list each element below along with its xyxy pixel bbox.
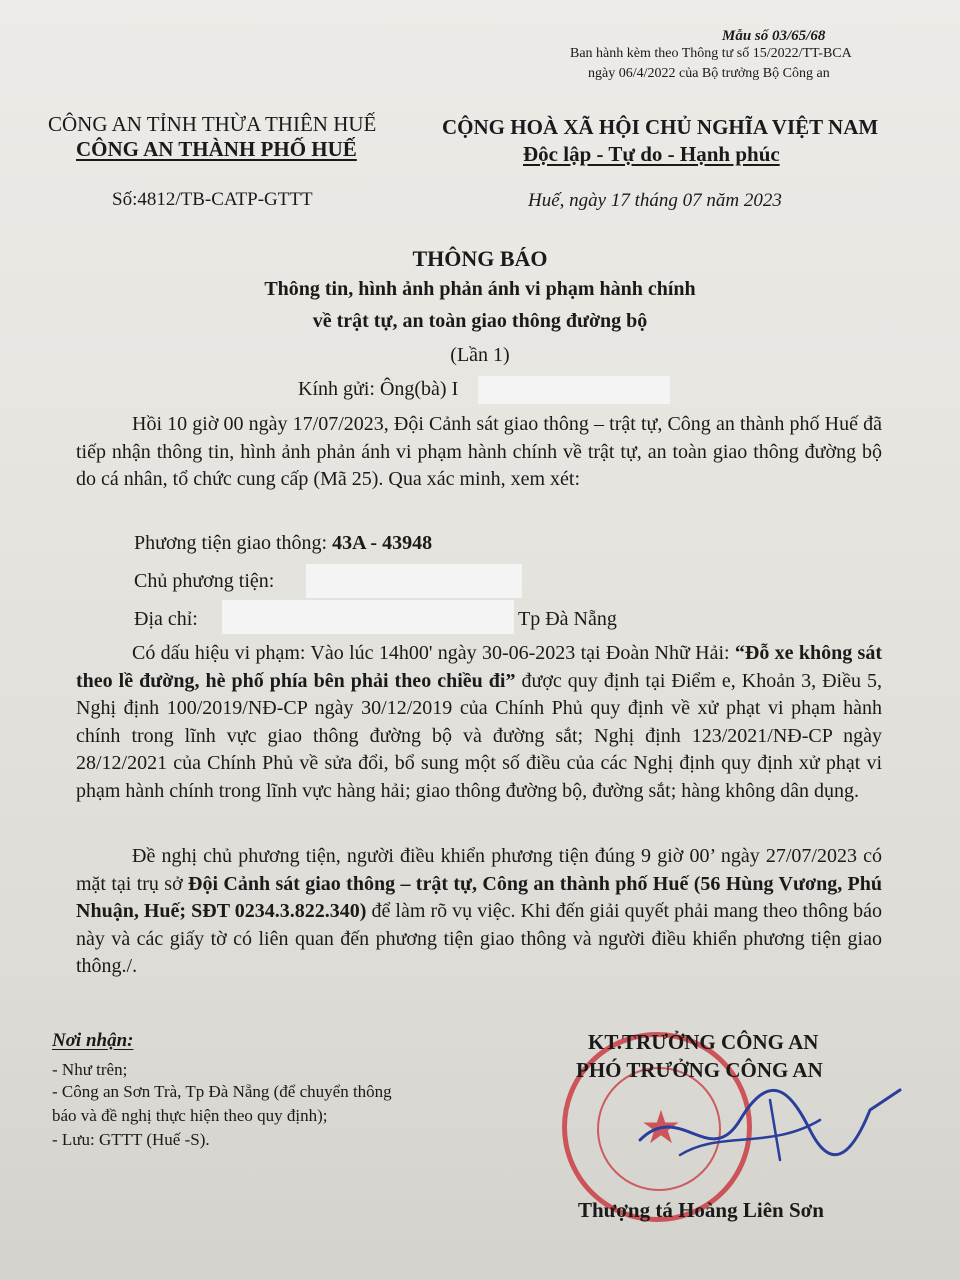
address-city: Tp Đà Nẵng: [518, 608, 617, 630]
redaction-address: [222, 600, 514, 634]
star-icon: ★: [640, 1102, 682, 1153]
owner-label: Chủ phương tiện:: [134, 570, 275, 592]
form-issued-date: ngày 06/4/2022 của Bộ trưởng Bộ Công an: [588, 66, 830, 81]
date-line: Huế, ngày 17 tháng 07 năm 2023: [528, 190, 782, 211]
redaction-owner-name: [306, 564, 522, 598]
request-paragraph: Đề nghị chủ phương tiện, người điều khiển phương tiện đúng 9 giờ 00’ ngày 27/07/2023 có mặt tại trụ sở Đội Cảnh sát giao thông – trật tự, Công an thành phố Huế (56 Hùng Vương, Phú Nhuận, Huế; SĐT 0234.3.822.340) để làm rõ vụ việc. Khi đến giải quyết phải mang theo thông báo này và các giấy tờ có liên quan đến phương tiện giao thông và người điều khiển phương tiện giao thông./.: [76, 845, 883, 977]
signature-title-2: PHÓ TRƯỞNG CÔNG AN: [576, 1058, 823, 1082]
country-name: CỘNG HOÀ XÃ HỘI CHỦ NGHĨA VIỆT NAM: [442, 115, 879, 139]
vehicle-label: Phương tiện giao thông:: [134, 532, 328, 554]
document-subtitle-2: về trật tự, an toàn giao thông đường bộ: [312, 310, 648, 332]
national-slogan: Độc lập - Tự do - Hạnh phúc: [523, 142, 780, 166]
address-label: Địa chỉ:: [134, 608, 198, 630]
violation-description: “Đỗ xe không sát theo lề đường, hè phố phía bên phải theo chiều đi”: [76, 642, 882, 692]
signer-name: Thượng tá Hoàng Liên Sơn: [578, 1198, 824, 1222]
recipient-item: - Như trên;: [52, 1060, 128, 1079]
recipient-line: Kính gửi: Ông(bà) I: [298, 378, 459, 400]
recipient-item: - Công an Sơn Trà, Tp Đà Nẵng (để chuyển thông: [52, 1082, 392, 1101]
redaction-recipient-name: [478, 376, 670, 404]
recipients-label: Nơi nhận:: [52, 1030, 134, 1051]
document-subtitle-1: Thông tin, hình ảnh phản ánh vi phạm hành chính: [264, 278, 696, 300]
request-place: Đội Cảnh sát giao thông – trật tự, Công an thành phố Huế (56 Hùng Vương, Phú Nhuận, Huế; SĐT 0234.3.822.340): [76, 872, 883, 922]
agency-name: CÔNG AN THÀNH PHỐ HUẾ: [76, 137, 357, 161]
violation-paragraph: Có dấu hiệu vi phạm: Vào lúc 14h00' ngày 30-06-2023 tại Đoàn Nhữ Hải: “Đỗ xe không sát theo lề đường, hè phố phía bên phải theo chiều đi” được quy định tại Điểm e, Khoản 3, Điều 5, Nghị định 100/2019/NĐ-CP ngày 30/12/2019 của Chính Phủ quy định về xử phạt vi phạm hành chính trong lĩnh vực giao thông đường bộ và đường sắt; Nghị định 123/2021/NĐ-CP ngày 28/12/2021 của Chính Phủ về sửa đổi, bổ sung một số điều của các Nghị định quy định xử phạt vi phạm hành chính trong lĩnh vực hàng hải; giao thông đường bộ, đường sắt; hàng không dân dụng.: [76, 642, 883, 802]
document-number: Số:4812/TB-CATP-GTTT: [112, 189, 313, 210]
recipient-item: báo và đề nghị thực hiện theo quy định);: [52, 1106, 328, 1125]
vehicle-plate: 43A - 43948: [332, 532, 433, 554]
vehicle-line: [134, 528, 432, 558]
notice-round: (Lần 1): [450, 344, 510, 366]
document-title: THÔNG BÁO: [412, 246, 548, 271]
intro-paragraph: Hồi 10 giờ 00 ngày 17/07/2023, Đội Cảnh sát giao thông – trật tự, Công an thành phố Huế đã tiếp nhận thông tin, hình ảnh phản ánh vi phạm hành chính về trật tự, an toàn giao thông đường bộ do cá nhân, tổ chức cung cấp (Mã 25). Qua xác minh, xem xét:: [76, 413, 882, 490]
signature-title-1: KT.TRƯỞNG CÔNG AN: [588, 1030, 819, 1054]
recipient-item: - Lưu: GTTT (Huế -S).: [52, 1130, 210, 1149]
handwritten-signature: [620, 1060, 920, 1180]
form-number: Mẫu số 03/65/68: [722, 28, 826, 44]
agency-parent: CÔNG AN TỈNH THỪA THIÊN HUẾ: [48, 112, 377, 136]
form-issued-with: Ban hành kèm theo Thông tư số 15/2022/TT-BCA: [570, 46, 852, 61]
